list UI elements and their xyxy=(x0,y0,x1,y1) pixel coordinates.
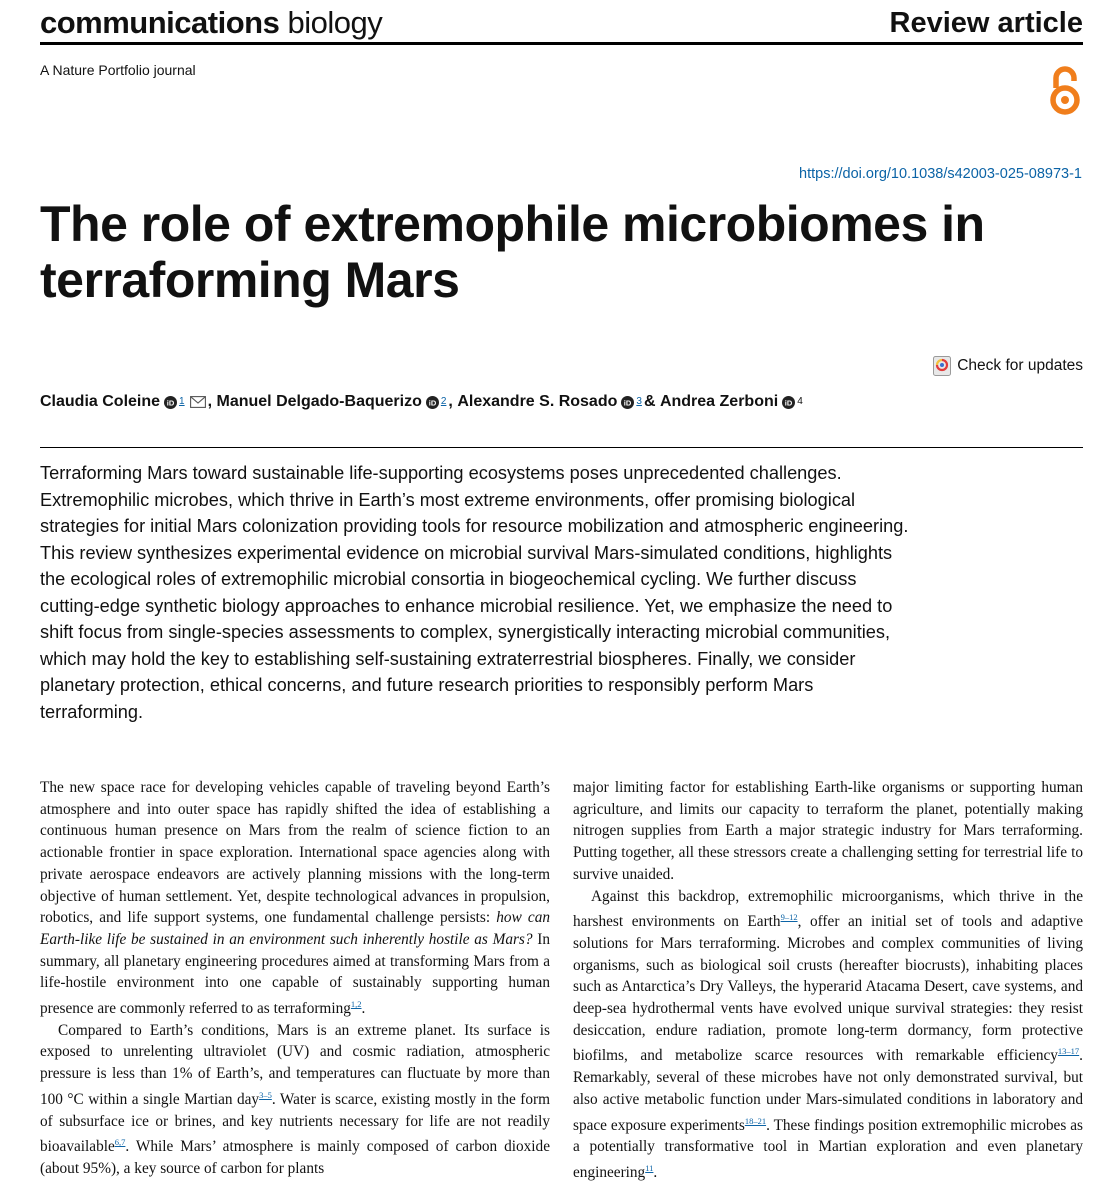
author-separator: , xyxy=(448,393,453,410)
body-text: . Remarkably, several of these microbes have not only demonstrated survival, but also active metabolic function under Mars-simulated conditions in laboratory and space exposure experiments xyxy=(573,1047,1083,1134)
body-paragraph: major limiting factor for establishing Earth-like organisms or supporting human agriculture, and limits our capacity to terraform the planet, potentially making nitrogen supplies from Earth a major strategic industry for Mars terraforming. Putting together, all these stressors create a challenging setting for terrestrial life to survive unaided. xyxy=(573,779,1083,883)
author-name[interactable]: Manuel Delgado-Baquerizo xyxy=(216,393,422,410)
svg-text:iD: iD xyxy=(784,397,793,407)
open-access-icon xyxy=(1046,62,1084,116)
author-separator: & xyxy=(643,393,656,410)
body-text: Against this backdrop, extremophilic microorganisms, which thrive in the harshest environments on Earth xyxy=(573,887,1083,931)
body-paragraph xyxy=(40,1020,550,1180)
author-list xyxy=(40,391,805,413)
body-text: . While Mars’ atmosphere is mainly composed of carbon dioxide (about 95%), a key source of carbon for plants xyxy=(40,1138,550,1177)
svg-text:iD: iD xyxy=(428,397,437,407)
reference-link[interactable]: 1,2 xyxy=(350,999,362,1010)
check-updates-icon xyxy=(933,356,951,376)
body-paragraph xyxy=(573,886,1083,1184)
body-text: In summary, all planetary engineering procedures aimed at transforming Mars from a life-hostile environment into one capable of sustainably supporting human presence are commonly referred to as terraforming xyxy=(40,930,550,1018)
envelope-icon[interactable] xyxy=(190,396,206,408)
article-type: Review article xyxy=(889,7,1083,39)
abstract-divider xyxy=(40,447,1083,448)
body-text: . xyxy=(653,1163,658,1181)
reference-link[interactable]: 6,7 xyxy=(114,1137,126,1148)
reference-link[interactable]: 3–5 xyxy=(259,1089,272,1100)
orcid-icon[interactable] xyxy=(426,396,439,409)
journal-name xyxy=(40,4,382,42)
journal-name-bold: communications xyxy=(40,5,280,40)
body-text-italic: how can Earth-like life be sustained in an environment such inherently hostile as Mars? xyxy=(40,909,550,948)
journal-name-light: biology xyxy=(287,5,383,40)
author-affiliation: 4 xyxy=(797,396,803,407)
body-text: . These findings position extremophilic microbes as a potentially transformative tool in Martian exploration and even planetary engineering xyxy=(573,1116,1083,1181)
author-name[interactable]: Claudia Coleine xyxy=(40,393,161,410)
orcid-icon[interactable] xyxy=(621,396,634,409)
svg-text:iD: iD xyxy=(166,397,175,407)
reference-link[interactable]: 11 xyxy=(645,1162,654,1173)
abstract: Terraforming Mars toward sustainable life-supporting ecosystems poses unprecedented challenges. Extremophilic microbes, which thrive in Earth’s most extreme environments, offer promising biological strategies for initial Mars colonization providing tools for resource mobilization and atmospheric engineering. This review synthesizes experimental evidence on microbial survival Mars-simulated conditions, highlights the ecological roles of extremophilic microbial consortia in biogeochemical cycling. We further discuss cutting-edge synthetic biology approaches to enhance microbial resilience. Yet, we emphasize the need to shift focus from single-species assessments to complex, synergistically interacting microbial communities, which may hold the key to establishing self-sustaining extraterrestrial biospheres. Finally, we consider planetary protection, ethical concerns, and future research priorities to responsibly perform Mars terraforming. xyxy=(40,463,909,722)
header-rule xyxy=(40,42,1083,45)
author-affiliation[interactable]: 1 xyxy=(179,396,185,407)
body-text: . Water is scarce, existing mostly in the form of subsurface ice or brines, and key nutrients necessary for life are not readily bioavailable xyxy=(40,1090,550,1156)
body-column-left xyxy=(40,777,550,1180)
journal-subtitle: A Nature Portfolio journal xyxy=(40,62,196,78)
author-name[interactable]: Andrea Zerboni xyxy=(659,393,779,410)
author-separator: , xyxy=(207,393,213,410)
body-text: Compared to Earth’s conditions, Mars is an extreme planet. Its surface is exposed to unrelenting ultraviolet (UV) and cosmic radiation, atmospheric pressure is less than 1% of Earth’s, and temperatures can fluctuate by more than 100 °C within a single Martian day xyxy=(40,1021,550,1108)
reference-link[interactable]: 9–12 xyxy=(780,912,798,923)
author-affiliation[interactable]: 2 xyxy=(440,396,447,407)
body-column-right xyxy=(573,777,1083,1184)
svg-text:iD: iD xyxy=(624,397,632,407)
author-affiliation[interactable]: 3 xyxy=(636,396,642,407)
article-title: The role of extremophile microbiomes in terraforming Mars xyxy=(40,196,985,308)
body-text: The new space race for developing vehicles capable of traveling beyond Earth’s atmosphere and into outer space has rapidly shifted the idea of establishing a continuous human presence on Mars from the realm of science fiction to an actionable frontier in space exploration. International space agencies along with private aerospace endeavors are actively planning missions with the long-term objective of human settlement. Yet, despite technological advances in propulsion, robotics, and life support systems, one fundamental challenge persists: xyxy=(40,779,550,927)
orcid-icon[interactable] xyxy=(782,396,795,409)
check-for-updates-button[interactable] xyxy=(933,355,1083,377)
body-text: , offer an initial set of tools and adaptive solutions for Mars terraforming. Microbes and complex communities of living organisms, such as biological soil crusts (hereafter biocrusts), inhabiting places such as Antarctica’s Dry Valleys, the hyperarid Atacama Desert, cave systems, and deep-sea hydrothermal vents have evolved unique survival strategies: they resist desiccation, endure radiation, promote long-term dormancy, form protective biofilms, and metabolize scarce resources with remarkable efficiency xyxy=(573,913,1083,1065)
check-updates-label: Check for updates xyxy=(957,357,1083,374)
orcid-icon[interactable] xyxy=(164,396,177,409)
doi-link[interactable]: https://doi.org/10.1038/s42003-025-08973-1 xyxy=(799,166,1082,182)
reference-link[interactable]: 18–21 xyxy=(744,1115,767,1126)
body-paragraph: The new space race for developing vehicles capable of traveling beyond Earth’s atmosphere and into outer space has rapidly shifted the idea of establishing a continuous human presence on Mars from the realm of science fiction to an actionable frontier in space exploration. International space agencies along with private aerospace endeavors are actively planning missions with the long-term objective of human settlement. Yet, despite technological advances in propulsion, robotics, and life support systems, one fundamental challenge persists: how can Earth-like life be sustained in an environment such inherently hostile as Mars? In summary, all planetary engineering procedures aimed at transforming Mars from a life-hostile environment into one capable of sustainably supporting human presence are commonly referred to as terraforming$^{1,2}$. xyxy=(40,779,550,1018)
author-name[interactable]: Alexandre S. Rosado xyxy=(457,393,618,410)
reference-link[interactable]: 13–17 xyxy=(1057,1046,1080,1057)
